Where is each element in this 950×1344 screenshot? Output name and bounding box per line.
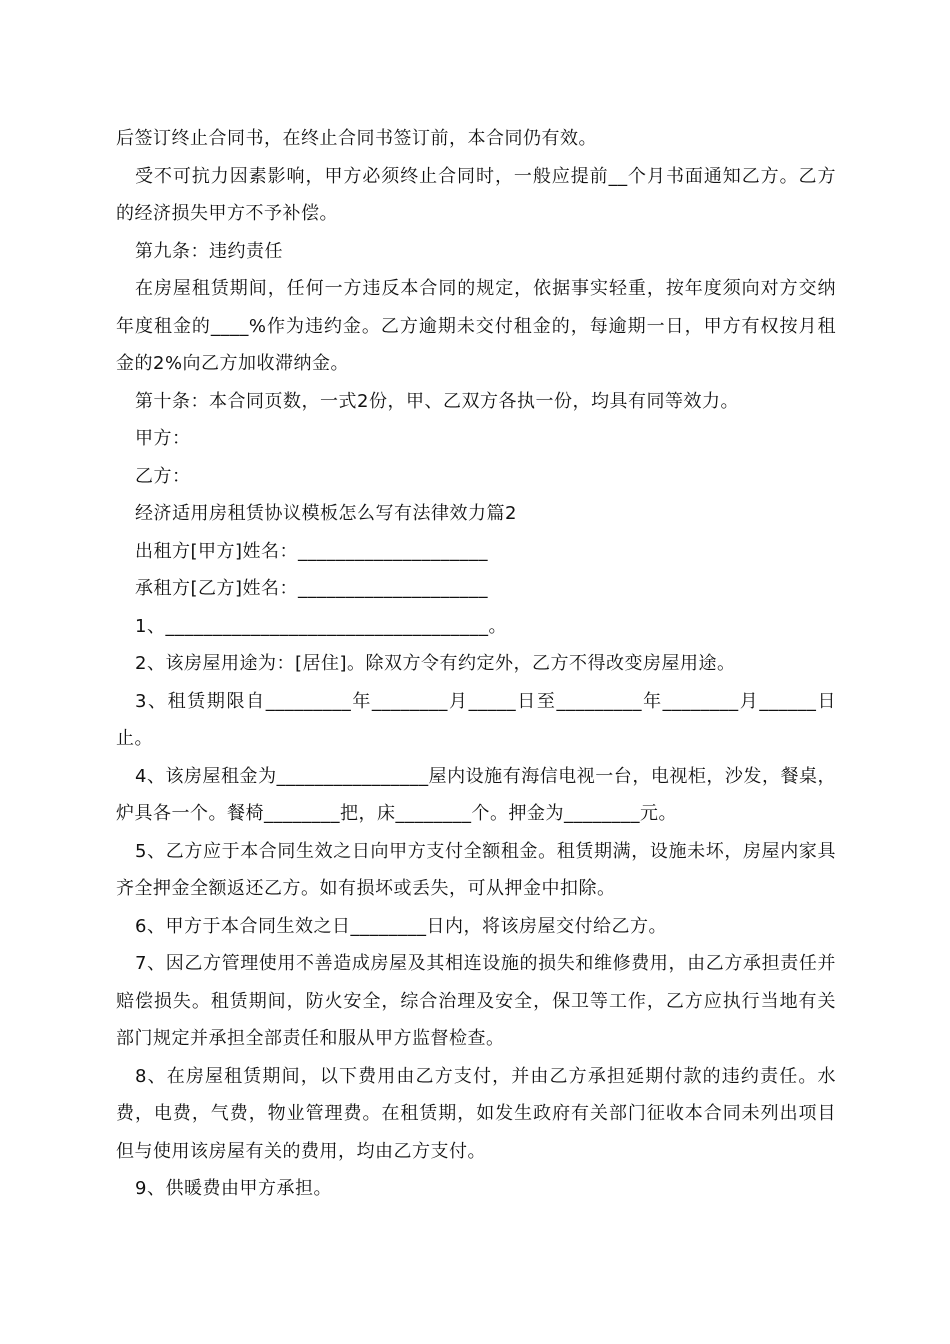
party-a-signature-line: 甲方： xyxy=(135,428,191,449)
document-body xyxy=(116,120,836,1208)
clause-9-heating: 9、供暖费由甲方承担。 xyxy=(135,1178,332,1199)
clause-8-fees: 8、在房屋租赁期间，以下费用由乙方支付，并由乙方承担延期付款的违约责任。水费，电费，气费，物业管理费。在租赁期，如发生政府有关部门征收本合同未列出项目但与使用该房屋有关的费用，均由乙方支付。 xyxy=(116,1065,836,1162)
article-10-copies: 第十条：本合同页数，一式2份，甲、乙双方各执一份，均具有同等效力。 xyxy=(135,390,739,412)
article-9-heading: 第九条：违约责任 xyxy=(135,240,283,262)
section-2-title: 经济适用房租赁协议模板怎么写有法律效力篇2 xyxy=(135,503,517,524)
lessor-name-field: 出租方[甲方]姓名：____________________ xyxy=(135,540,489,562)
paragraph-termination-continued: 后签订终止合同书，在终止合同书签订前，本合同仍有效。 xyxy=(116,128,597,149)
clause-3-term: 3、租赁期限自_________年________月_____日至_________年________月______日止。 xyxy=(116,690,836,749)
clause-5-payment: 5、乙方应于本合同生效之日向甲方支付全额租金。租赁期满，设施未坏，房屋内家具齐全押金全额返还乙方。如有损坏或丢失，可从押金中扣除。 xyxy=(116,840,836,899)
clause-4-rent: 4、该房屋租金为________________屋内设施有海信电视一台，电视柜，沙发，餐桌，炉具各一个。餐椅________把，床________个。押金为________元。 xyxy=(116,765,836,824)
paragraph-force-majeure: 受不可抗力因素影响，甲方必须终止合同时，一般应提前__个月书面通知乙方。乙方的经济损失甲方不予补偿。 xyxy=(116,165,836,224)
clause-2-usage: 2、该房屋用途为：[居住]。除双方令有约定外，乙方不得改变房屋用途。 xyxy=(135,653,736,674)
party-b-signature-line: 乙方： xyxy=(135,465,191,487)
clause-7-damages: 7、因乙方管理使用不善造成房屋及其相连设施的损失和维修费用，由乙方承担责任并赔偿损失。租赁期间，防火安全，综合治理及安全，保卫等工作，乙方应执行当地有关部门规定并承担全部责任和服从甲方监督检查。 xyxy=(116,953,836,1049)
paragraph-breach-liability: 在房屋租赁期间，任何一方违反本合同的规定，依据事实轻重，按年度须向对方交纳年度租金的____%作为违约金。乙方逾期未交付租金的，每逾期一日，甲方有权按月租金的2%向乙方加收滞纳金。 xyxy=(116,278,836,374)
clause-6-delivery: 6、甲方于本合同生效之日________日内，将该房屋交付给乙方。 xyxy=(135,915,667,937)
clause-1: 1、__________________________________。 xyxy=(135,615,507,637)
lessee-name-field: 承租方[乙方]姓名：____________________ xyxy=(135,578,489,599)
